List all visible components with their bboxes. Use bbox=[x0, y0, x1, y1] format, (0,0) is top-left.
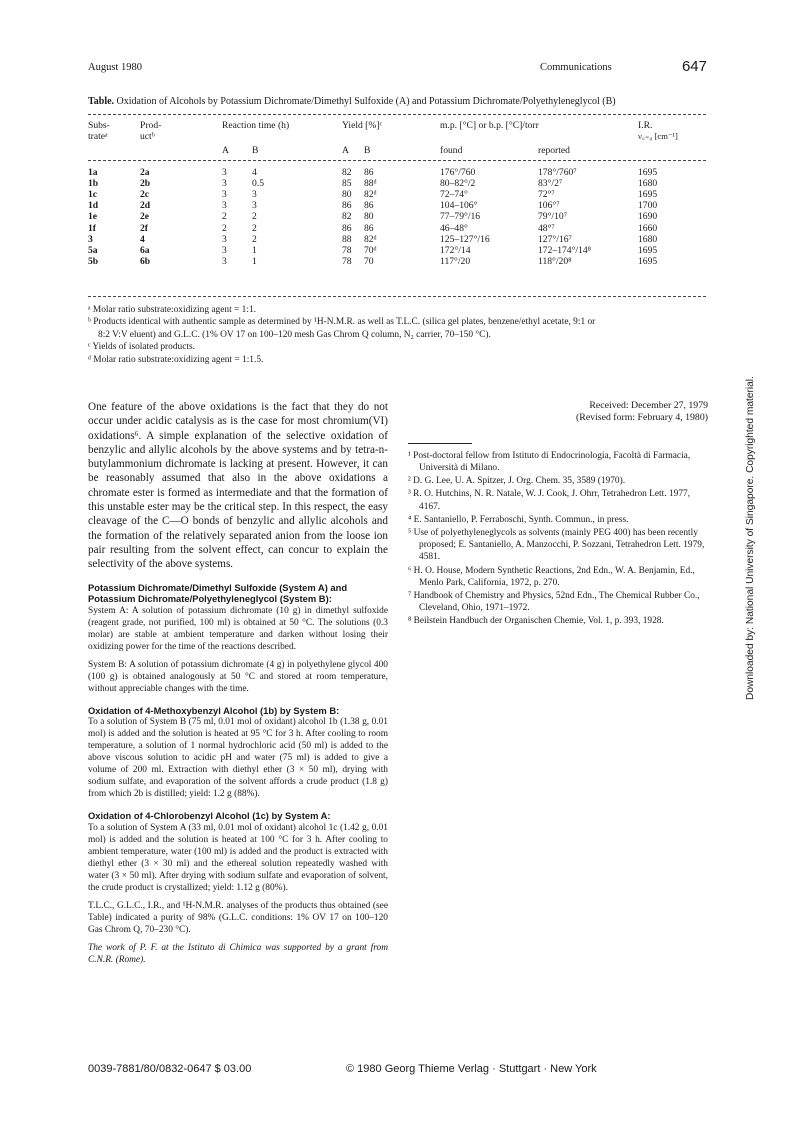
subheader-found: found bbox=[440, 145, 463, 157]
table-cell: 1f bbox=[88, 222, 96, 234]
table-cell: 1690 bbox=[638, 211, 658, 223]
table-cell: 3 bbox=[252, 189, 257, 201]
section3-para: To a solution of System A (33 ml, 0.01 mol of oxidant) alcohol 1c (1.42 g, 0.01 mol) is added and the solution is heated at 100 °C for 3 h. After cooling to ambient temperature, water (100 ml) is added and the product is extracted with diethyl ether (3 × 30 ml) and the ethereal solution repeatedly washed with water (3 × 50 ml). After drying with sodium sulfate and evaporation of solvent, the crude product is crystallized; yield: 1.12 g (80%). bbox=[88, 822, 388, 893]
table-caption bbox=[88, 96, 718, 107]
table-cell: 80–82°/2 bbox=[440, 177, 476, 189]
subheader-reported: reported bbox=[538, 145, 570, 157]
table-cell: 88ᵈ bbox=[364, 177, 377, 189]
table-cell: 1660 bbox=[638, 222, 658, 234]
right-column bbox=[408, 400, 708, 629]
table-cell: 72–74° bbox=[440, 189, 468, 201]
col-product: Prod- uctᵇ bbox=[140, 120, 162, 143]
table-cell: 78 bbox=[342, 245, 352, 257]
table-subheader-row bbox=[88, 142, 706, 156]
table-cell: 3 bbox=[252, 200, 257, 212]
table-footnotes bbox=[88, 304, 728, 366]
table-row bbox=[88, 189, 706, 200]
table-cell: 3 bbox=[222, 177, 227, 189]
table-cell: 176°/760 bbox=[440, 166, 476, 178]
table-cell: 82ᵈ bbox=[364, 233, 377, 245]
table-cell: 82 bbox=[342, 166, 352, 178]
table-cell: 1c bbox=[88, 189, 98, 201]
table-cell: 2a bbox=[140, 166, 150, 178]
table-cell: 83°/2⁷ bbox=[538, 177, 563, 189]
table-cell: 0.5 bbox=[252, 177, 264, 189]
table-cell: 86 bbox=[364, 166, 374, 178]
table-row bbox=[88, 211, 706, 222]
table-cell: 178°/760⁷ bbox=[538, 166, 577, 178]
revised-date: (Revised form: February 4, 1980) bbox=[576, 412, 708, 424]
table-cell: 1700 bbox=[638, 200, 658, 212]
subheader-time-a: A bbox=[222, 145, 229, 157]
section3-para2: T.L.C., G.L.C., I.R., and ¹H-N.M.R. analyses of the products thus obtained (see Table) indicated a purity of 98% (G.L.C. conditions: 1% OV 17 on 100–120 Gas Chrom Q, 70–230 °C). bbox=[88, 900, 388, 935]
table-cell: 104–106° bbox=[440, 200, 478, 212]
table-cell: 79°/10⁷ bbox=[538, 211, 568, 223]
table-cell: 5a bbox=[88, 245, 98, 257]
table-cell: 6a bbox=[140, 245, 150, 257]
table-cell: 1695 bbox=[638, 256, 658, 268]
table-cell: 118°/20⁸ bbox=[538, 256, 572, 268]
table-cell: 1695 bbox=[638, 166, 658, 178]
table-cell: 86 bbox=[364, 200, 374, 212]
footer-code: 0039-7881/80/0832-0647 $ 03.00 bbox=[88, 1063, 252, 1075]
footnote-b-cont: 8:2 V:V eluent) and G.L.C. (1% OV 17 on 100–120 mesh Gas Chrom Q column, N₂ carrier, 70–150 °C). bbox=[98, 329, 491, 340]
table-bottom-rule bbox=[88, 296, 706, 297]
reference-3: ³ R. O. Hutchins, N. R. Natale, W. J. Cook, J. Ohrr, Tetrahedron Lett. 1977, 4167. bbox=[408, 489, 691, 512]
header-date: August 1980 bbox=[88, 62, 142, 73]
subheader-yield-b: B bbox=[364, 145, 371, 157]
results-table bbox=[88, 120, 706, 267]
table-row bbox=[88, 245, 706, 256]
received-date: Received: December 27, 1979 bbox=[589, 400, 708, 411]
section2-title: Oxidation of 4-Methoxybenzyl Alcohol (1b) by System B: bbox=[88, 704, 340, 716]
table-caption-label: Table. bbox=[88, 96, 115, 107]
table-cell: 117°/20 bbox=[440, 256, 471, 268]
table-cell: 1 bbox=[252, 256, 257, 268]
table-cell: 72°⁷ bbox=[538, 189, 555, 201]
col-ir: I.R. ν꜀₌₀ [cm⁻¹] bbox=[638, 120, 678, 142]
table-cell: 1680 bbox=[638, 233, 658, 245]
references-rule bbox=[408, 443, 472, 444]
acknowledgement: The work of P. F. at the Istituto di Chimica was supported by a grant from C.N.R. (Rome). bbox=[88, 942, 388, 965]
subheader-time-b: B bbox=[252, 145, 259, 157]
table-cell: 2 bbox=[222, 222, 227, 234]
reference-2: ² D. G. Lee, U. A. Spitzer, J. Org. Chem. 35, 3589 (1970). bbox=[408, 476, 626, 487]
table-cell: 77–79°/16 bbox=[440, 211, 481, 223]
table-cell: 4 bbox=[140, 233, 145, 245]
table-cell: 1695 bbox=[638, 189, 658, 201]
left-column bbox=[88, 400, 388, 966]
table-cell: 82ᵈ bbox=[364, 189, 377, 201]
table-cell: 2 bbox=[252, 233, 257, 245]
table-cell: 86 bbox=[342, 222, 352, 234]
table-cell: 2b bbox=[140, 177, 151, 189]
table-cell: 3 bbox=[222, 245, 227, 257]
section2-para: To a solution of System B (75 ml, 0.01 mol of oxidant) alcohol 1b (1.38 g, 0.01 mol) is added and the solution is heated at 95 °C for 3 h. After cooling to room temperature, a solution of 1 normal hydrochloric acid (50 ml) is added to the above viscous solution to acidic pH and water (75 ml) is added to give a volume of 200 ml. Extraction with diethyl ether (3 × 50 ml), drying with sodium sulfate, and evaporation of the solvent affords a crude product (1.8 g) from which 2b is distilled; yield: 1.2 g (88%). bbox=[88, 717, 388, 800]
table-cell: 2e bbox=[140, 211, 150, 223]
table-body bbox=[88, 167, 706, 268]
reference-8: ⁸ Beilstein Handbuch der Organischen Chemie, Vol. 1, p. 393, 1928. bbox=[408, 616, 664, 627]
footnote-b: ᵇ Products identical with authentic sample as determined by ¹H-N.M.R. as well as T.L.C. (silica gel plates, benzene/ethyl acetate, 9:1 or bbox=[88, 317, 596, 328]
table-cell: 3 bbox=[222, 189, 227, 201]
table-cell: 3 bbox=[222, 166, 227, 178]
table-cell: 85 bbox=[342, 177, 352, 189]
footnote-a: ᵃ Molar ratio substrate:oxidizing agent = 1:1. bbox=[88, 305, 256, 315]
footnote-d: ᵈ Molar ratio substrate:oxidizing agent = 1:1.5. bbox=[88, 354, 264, 365]
table-cell: 2 bbox=[222, 211, 227, 223]
section1-para1: System A: A solution of potassium dichromate (10 g) in dimethyl sulfoxide (reagent grade, not purified, 100 ml) is obtained at 50 °C. The solutions (0.3 molar) are stable at ambient temperature and darken without losing their oxidizing power for the time of the reactions described. bbox=[88, 605, 388, 652]
table-cell: 46–48° bbox=[440, 222, 468, 234]
table-cell: 88 bbox=[342, 233, 352, 245]
table-header-rule bbox=[88, 160, 706, 161]
table-cell: 2d bbox=[140, 200, 151, 212]
table-cell: 3 bbox=[222, 233, 227, 245]
table-cell: 6b bbox=[140, 256, 151, 268]
table-cell: 1695 bbox=[638, 245, 658, 257]
table-row bbox=[88, 178, 706, 189]
reference-6: ⁶ H. O. House, Modern Synthetic Reactions, 2nd Edn., W. A. Benjamin, Ed., Menlo Park, California, 1972, p. 270. bbox=[408, 565, 695, 588]
table-row bbox=[88, 200, 706, 211]
table-cell: 80 bbox=[364, 211, 374, 223]
table-cell: 1a bbox=[88, 166, 98, 178]
table-cell: 106°⁷ bbox=[538, 200, 560, 212]
table-cell: 127°/16⁷ bbox=[538, 233, 572, 245]
table-cell: 70ᵈ bbox=[364, 245, 377, 257]
table-cell: 2c bbox=[140, 189, 150, 201]
section1-para2: System B: A solution of potassium dichromate (4 g) in polyethylene glycol 400 (100 g) is obtained analogously at 50 °C and stored at room temperature, without appreciable changes with the time. bbox=[88, 659, 388, 694]
intro-paragraph: One feature of the above oxidations is the fact that they do not occur under acidic catalysis as is the case for most chromium(VI) oxidations⁶. A simple explanation of the selective oxidation of benzylic and allylic alcohols by the above systems and by tetra-n-butylammonium dichromate is lacking at present. However, it can be reasonably assumed that also in the above oxidations a chromate ester is formed as intermediate and that the formation of this unstable ester may be the critical step. In this respect, the easy cleavage of the C—O bonds of benzylic and allylic alcohols and the formation of the relatively separated anion from the loose ion pair resulting from the solvent effect, can concur to explain the selectivity of the above systems. bbox=[88, 401, 388, 571]
references-list bbox=[408, 450, 708, 628]
table-cell: 1e bbox=[88, 211, 98, 223]
table-cell: 86 bbox=[342, 200, 352, 212]
header-section: Communications bbox=[540, 62, 612, 73]
section1-title: Potassium Dichromate/Dimethyl Sulfoxide (System A) and Potassium Dichromate/Polyethyleneglycol (System B): bbox=[88, 581, 348, 605]
download-watermark: Downloaded by: National University of Singapore. Copyrighted material. bbox=[745, 376, 756, 700]
table-row bbox=[88, 234, 706, 245]
table-row bbox=[88, 256, 706, 267]
section3-title: Oxidation of 4-Chlorobenzyl Alcohol (1c) by System A: bbox=[88, 810, 331, 822]
table-cell: 125–127°/16 bbox=[440, 233, 490, 245]
table-cell: 2f bbox=[140, 222, 148, 234]
table-top-rule bbox=[88, 114, 706, 115]
table-cell: 70 bbox=[364, 256, 374, 268]
reference-1: ¹ Post-doctoral fellow from Istituto di Endocrinologia, Facoltà di Farmacia, Università di Milano. bbox=[408, 450, 691, 474]
table-cell: 1680 bbox=[638, 177, 658, 189]
table-cell: 3 bbox=[222, 256, 227, 268]
footnote-c: ᶜ Yields of isolated products. bbox=[88, 342, 195, 353]
table-cell: 1b bbox=[88, 177, 99, 189]
table-row bbox=[88, 167, 706, 178]
footer-copyright: © 1980 Georg Thieme Verlag · Stuttgart · New York bbox=[346, 1063, 597, 1075]
table-cell: 80 bbox=[342, 189, 352, 201]
col-mp: m.p. [°C] or b.p. [°C]/torr bbox=[440, 120, 539, 131]
table-cell: 1 bbox=[252, 245, 257, 257]
col-substrate: Subs- trateᵃ bbox=[88, 120, 110, 143]
table-cell: 78 bbox=[342, 256, 352, 268]
table-cell: 3 bbox=[222, 200, 227, 212]
table-cell: 86 bbox=[364, 222, 374, 234]
table-cell: 5b bbox=[88, 256, 99, 268]
table-cell: 2 bbox=[252, 211, 257, 223]
table-cell: 2 bbox=[252, 222, 257, 234]
table-cell: 3 bbox=[88, 233, 93, 245]
table-row bbox=[88, 223, 706, 234]
reference-5: ⁵ Use of polyethyleneglycols as solvents (mainly PEG 400) has been recently proposed; E. Santaniello, A. Manzocchi, P. Sozzani, Tetrahedron Lett. 1979, 4581. bbox=[408, 528, 705, 563]
table-cell: 48°⁷ bbox=[538, 222, 555, 234]
table-cell: 172°/14 bbox=[440, 245, 471, 257]
table-cell: 172–174°/14⁸ bbox=[538, 245, 592, 257]
table-header-row bbox=[88, 120, 706, 142]
reference-7: ⁷ Handbook of Chemistry and Physics, 52nd Edn., The Chemical Rubber Co., Cleveland, Ohio, 1971–1972. bbox=[408, 591, 700, 614]
col-reaction-time: Reaction time (h) bbox=[222, 120, 290, 131]
page-number: 647 bbox=[681, 58, 707, 75]
table-cell: 82 bbox=[342, 211, 352, 223]
col-yield: Yield [%]ᶜ bbox=[342, 120, 383, 131]
table-cell: 4 bbox=[252, 166, 257, 178]
table-caption-text: Oxidation of Alcohols by Potassium Dichromate/Dimethyl Sulfoxide (A) and Potassium Dichromate/Polyethyleneglycol (B) bbox=[116, 96, 616, 107]
reference-4: ⁴ E. Santaniello, P. Ferraboschi, Synth. Commun., in press. bbox=[408, 514, 629, 525]
subheader-yield-a: A bbox=[342, 145, 349, 157]
table-cell: 1d bbox=[88, 200, 99, 212]
